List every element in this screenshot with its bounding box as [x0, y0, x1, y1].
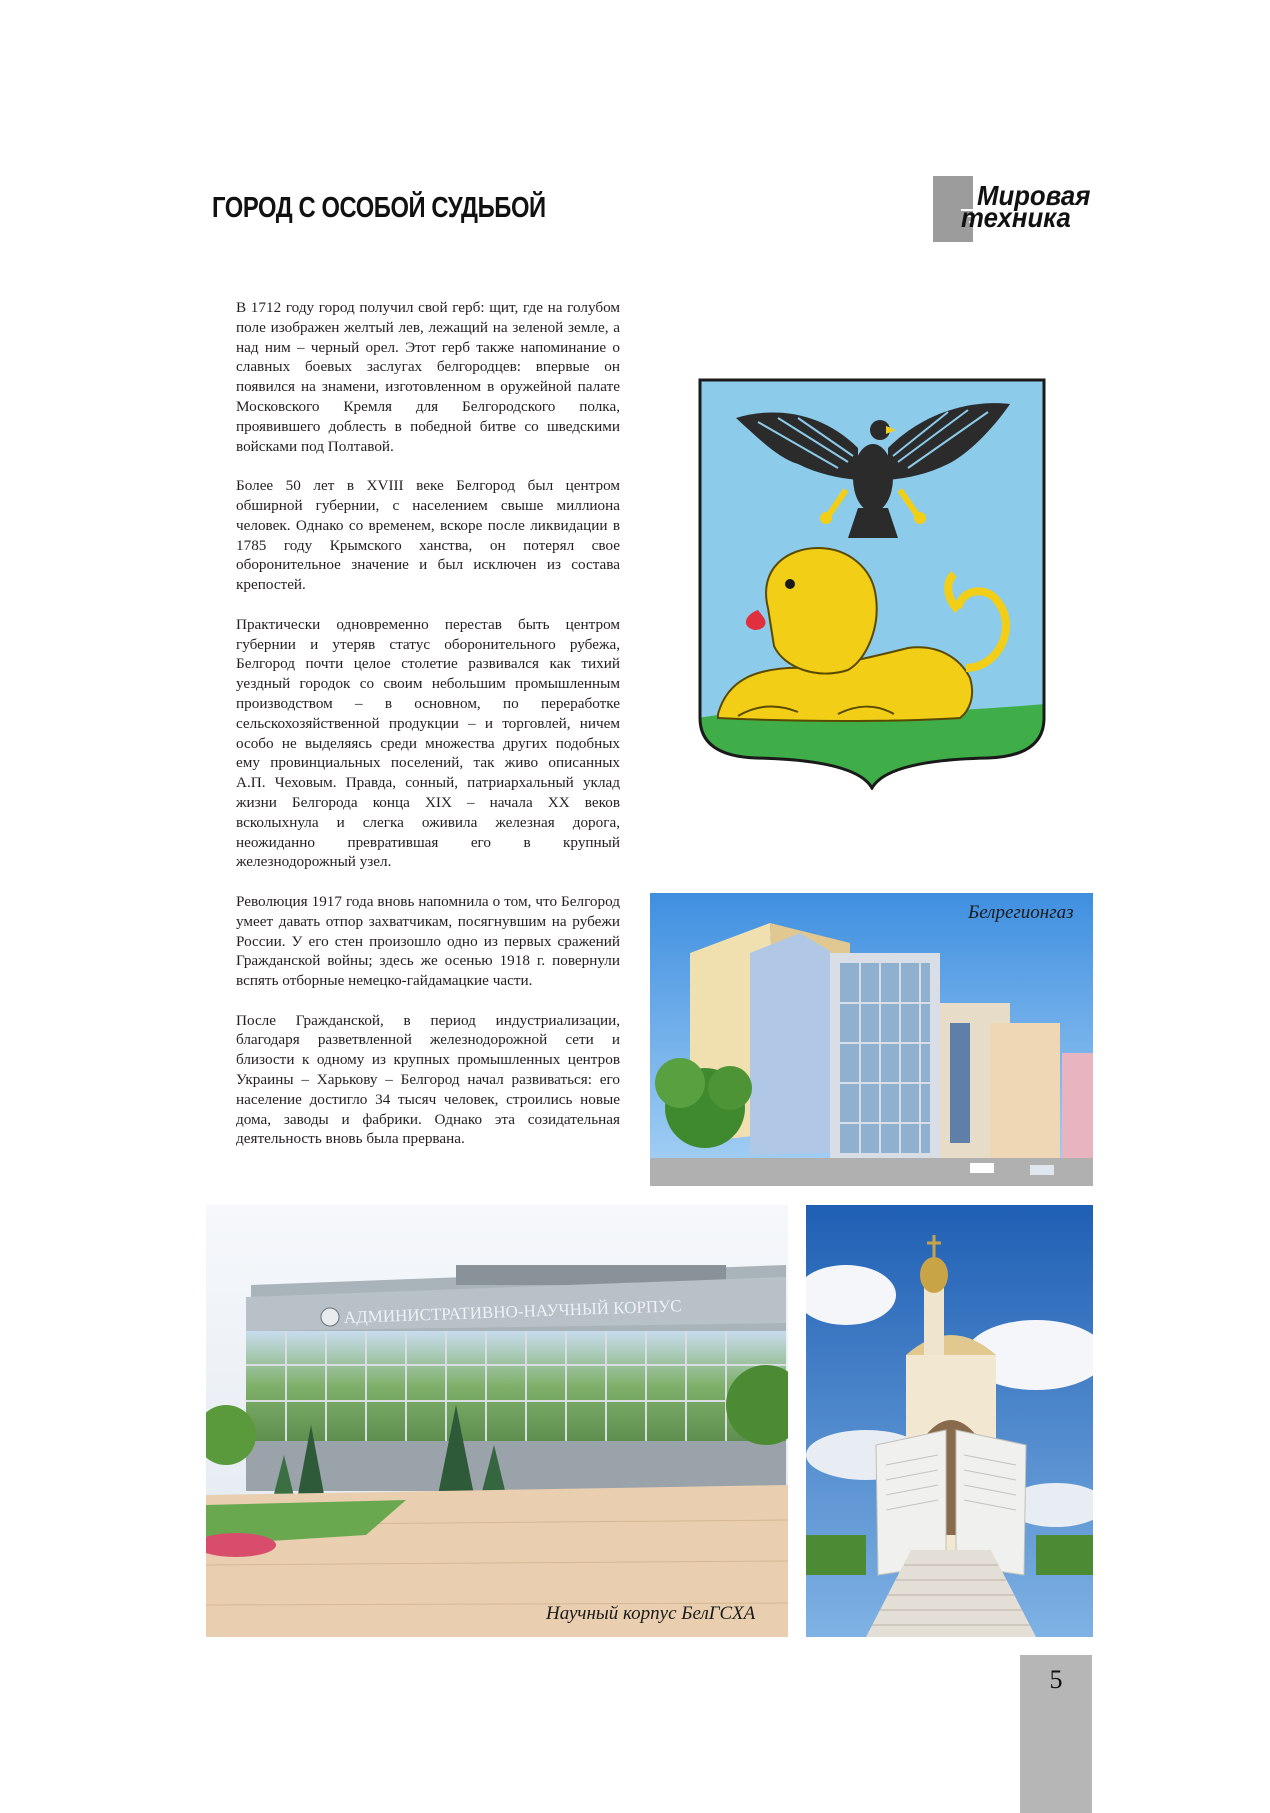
article-paragraph: Более 50 лет в XVIII веке Белгород был центром обширной губернии, с населением свыше миллиона человек. Однако со временем, вскоре после ликвидации в 1785 году Крымского ханства, он потерял свое оборонительное значение и был исключен из состава крепостей. — [236, 477, 620, 594]
article-paragraph: После Гражданской, в период индустриализации, благодаря разветвленной железнодорожной сети и близости к одному из крупных промышленных центров Украины – Харькову – Белгород начал развиваться: его население достигло 34 тысяч человек, строились новые дома, заводы и фабрики. Однако эта созидательная деятельность вновь была прервана. — [236, 1011, 620, 1148]
magazine-logo — [933, 176, 1098, 242]
belgorod-coat-of-arms — [698, 378, 1046, 790]
caption-academy: Научный корпус БелГСХА — [546, 1603, 756, 1624]
article-body — [236, 298, 620, 1169]
caption-belregiongaz: Белрегионгаз — [968, 902, 1074, 923]
page-title: ГОРОД С ОСОБОЙ СУДЬБОЙ — [212, 192, 546, 224]
photo-chapel — [806, 1205, 1093, 1637]
article-paragraph: Революция 1917 года вновь напомнила о том, что Белгород умеет давать отпор захватчикам, посягнувшим на рубежи России. У его стен произошло одно из первых сражений Гражданской войны; здесь же осенью 1918 г. повернули вспять отборные немецко-гайдамацкие части. — [236, 892, 620, 990]
page-number-box — [1020, 1655, 1092, 1813]
logo-text-line2: техника — [961, 202, 1071, 233]
photo-belregiongaz-building — [650, 893, 1093, 1186]
logo-text-line1: Мировая — [977, 180, 1091, 211]
page-number: 5 — [1049, 1665, 1063, 1694]
article-paragraph: Практически одновременно перестав быть центром губернии и утеряв статус оборонительного рубежа, Белгород почти целое столетие развивался как тихий уездный городок со своим небольшим промышленным производством – в основном, по переработке сельскохозяйственной продукции – и торговлей, ничем особо не выделяясь среди множества других подобных ему провинциальных поселений, так живо описанных А.П. Чеховым. Правда, сонный, патриархальный уклад жизни Белгорода конца XIX – начала XX веков всколыхнула и слегка оживила железная дорога, неожиданно превратившая его в крупный железнодорожный узел. — [236, 615, 620, 871]
photo-academy-building — [206, 1205, 788, 1637]
academy-sign-text: АДМИНИСТРАТИВНО-НАУЧНЫЙ КОРПУС — [343, 1296, 682, 1327]
article-paragraph: В 1712 году город получил свой герб: щит, где на голубом поле изображен желтый лев, лежащий на зеленой земле, а над ним – черный орел. Этот герб также напоминание о славных боевых заслугах белгородцев: впервые он появился на знамени, изготовленном в оружейной палате Московского Кремля для Белгородского полка, проявившего доблесть в победной битве со шведскими войсками под Полтавой. — [236, 299, 620, 455]
